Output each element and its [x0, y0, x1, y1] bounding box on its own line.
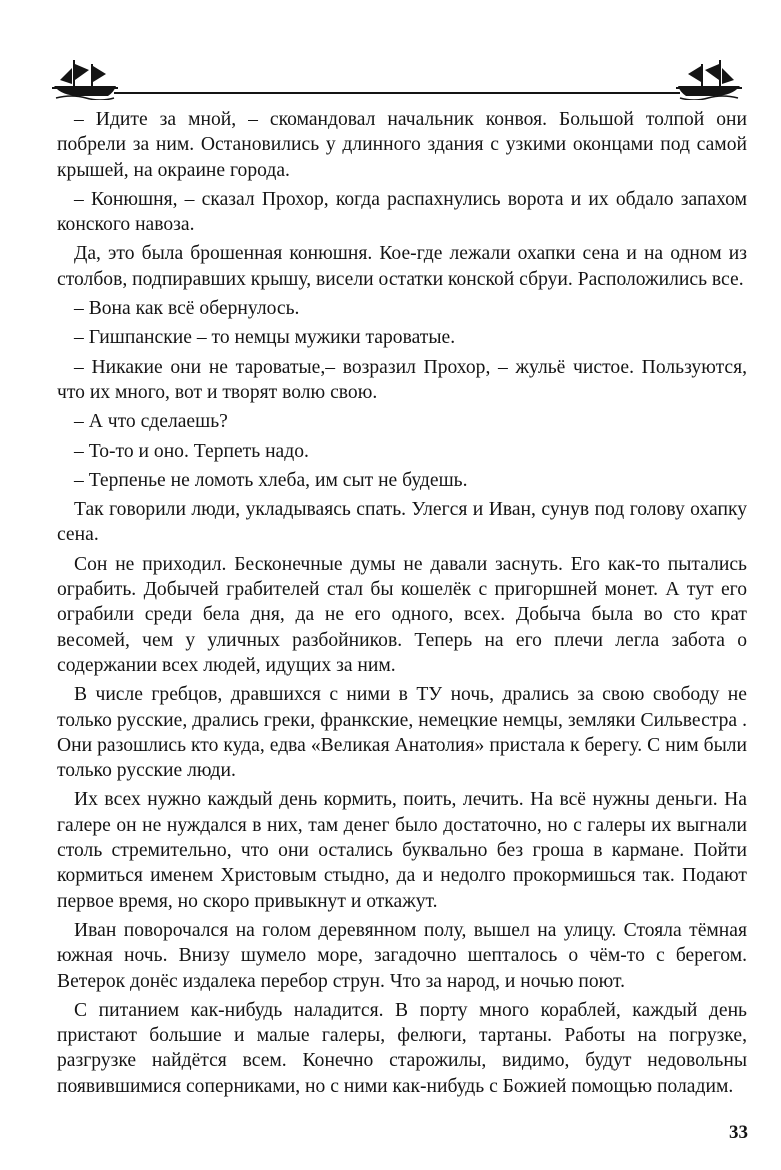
paragraph: – То-то и оно. Терпеть надо. [74, 440, 309, 462]
paragraph: – Никакие они не тароватые,– возразил Прохор, – жульё чистое. Пользуются, что их много, вот и творят волю свою. [57, 356, 747, 403]
header-rule [114, 92, 680, 94]
paragraph: Их всех нужно каждый день кормить, поить, лечить. На всё нужны деньги. На галере он не нуждался в них, там денег было достаточно, но с галеры их выгнали столь стремительно, что они остались буквально без гроша в кармане. Пойти кормиться именем Христовым стыдно, да и недолго прокормишься так. Подают первое время, но скоро привыкнут и откажут. [57, 789, 747, 912]
paragraph: – Гишпанские – то немцы мужики тароватые. [74, 327, 456, 349]
paragraph: – Конюшня, – сказал Прохор, когда распахнулись ворота и их обдало запахом конского навоза. [57, 188, 747, 236]
paragraph: – А что сделаешь? [74, 411, 228, 433]
page-header-ornament [52, 54, 742, 102]
body-text [57, 107, 747, 1103]
ship-icon [676, 56, 742, 100]
paragraph: С питанием как-нибудь наладится. В порту много кораблей, каждый день пристают большие и малые галеры, фелюги, тартаны. Работы на погрузке, разгрузке найдётся всем. Конечно старожилы, видимо, будут недовольны появившимися соперниками, но с ними как-нибудь с Божией помощью поладим. [57, 999, 747, 1097]
paragraph: – Идите за мной, – скомандовал начальник конвоя. Большой толпой они побрели за ним. Остановились у длинного здания с узкими оконцами под самой крышей, на окраине города. [57, 109, 747, 181]
paragraph: – Вона как всё обернулось. [74, 298, 300, 320]
page-number: 33 [729, 1122, 748, 1143]
paragraph: – Терпенье не ломоть хлеба, им сыт не будешь. [74, 469, 468, 491]
paragraph: Да, это была брошенная конюшня. Кое-где лежали охапки сена и на одном из столбов, подпиравших крышу, висели остатки конской сбруи. Расположились все. [57, 243, 747, 290]
paragraph: В числе гребцов, дравшихся с ними в ТУ ночь, дрались за свою свободу не только русские, дрались греки, франкские, немецкие немцы, земляки Сильвестра . Они разошлись кто куда, едва «Великая Анатолия» пристала к берегу. С ним были только русские люди. [57, 684, 747, 782]
paragraph: Сон не приходил. Бесконечные думы не давали заснуть. Его как-то пытались ограбить. Добычей грабителей стал бы кошелёк с пригоршней монет. А тут его ограбили среди бела дня, да не его одного, всех. Добыча была во сто крат весомей, чем у уличных разбойников. Теперь на его плечи легла забота о содержании всех людей, идущих за ним. [57, 553, 747, 676]
ship-icon [52, 56, 118, 100]
paragraph: Иван поворочался на голом деревянном полу, вышел на улицу. Стояла тёмная южная ночь. Внизу шумело море, загадочно шепталось о чём-то с берегом. Ветерок донёс издалека перебор струн. Что за народ, и ночью поют. [57, 919, 747, 992]
paragraph: Так говорили люди, укладываясь спать. Улегся и Иван, сунув под голову охапку сена. [57, 499, 747, 546]
